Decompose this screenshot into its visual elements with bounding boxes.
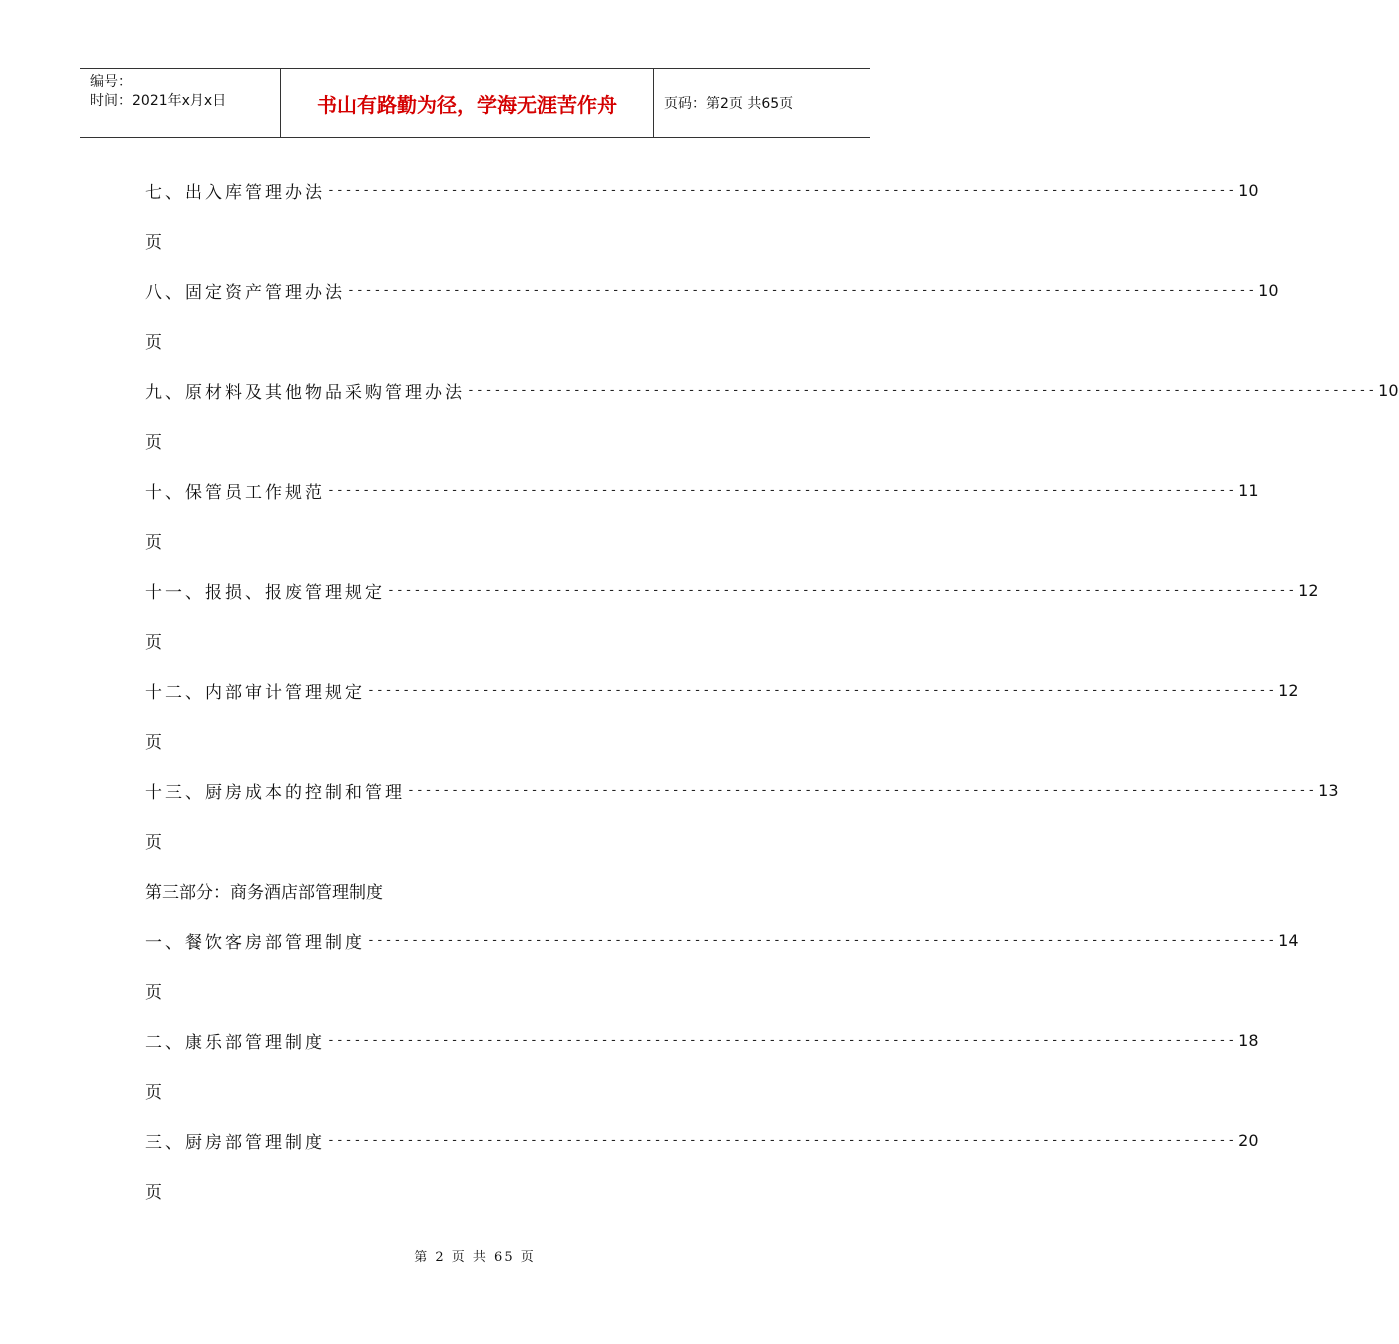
toc-entry[interactable]: [145, 1015, 1259, 1065]
toc-page-word: 页: [145, 1182, 162, 1203]
toc-section-title[interactable]: 第三部分：商务酒店部管理制度: [145, 882, 383, 903]
header-page-info: 页码：第2页 共65页: [664, 96, 794, 112]
toc-entry-page: 20: [1238, 1130, 1259, 1150]
toc-page-word: 页: [145, 982, 162, 1003]
toc-entry-page: 10: [1378, 380, 1399, 400]
toc-entry-label: 十、保管员工作规范: [145, 482, 325, 503]
toc-entry-page: 10: [1238, 180, 1259, 200]
toc-page-word: 页: [145, 432, 162, 453]
page-header: [80, 68, 870, 138]
toc-entry[interactable]: [145, 665, 1299, 715]
header-meta: [80, 69, 280, 137]
toc-entry-label: 十三、厨房成本的控制和管理: [145, 782, 405, 803]
toc-entry-page: 11: [1238, 480, 1259, 500]
toc-entry-label: 十一、报损、报废管理规定: [145, 582, 385, 603]
toc-entry[interactable]: [145, 915, 1299, 965]
toc-leader: -------------------------------------------------------------------------------------------------------: [347, 282, 1257, 298]
toc-leader: -------------------------------------------------------------------------------------------------------: [387, 582, 1297, 598]
toc-entry-page: 10: [1258, 280, 1279, 300]
toc-entry[interactable]: [145, 165, 1259, 215]
toc-entry-page: 18: [1238, 1030, 1259, 1050]
toc-page-word: 页: [145, 332, 162, 353]
serial-label: 编号：: [90, 74, 132, 90]
toc-leader: -------------------------------------------------------------------------------------------------------: [367, 682, 1277, 698]
toc-leader: -------------------------------------------------------------------------------------------------------: [367, 932, 1277, 948]
toc-entry[interactable]: [145, 765, 1339, 815]
toc-leader: -------------------------------------------------------------------------------------------------------: [327, 182, 1237, 198]
table-of-contents: [145, 165, 1399, 1215]
toc-entry-label: 二、康乐部管理制度: [145, 1032, 325, 1053]
toc-entry[interactable]: [145, 265, 1279, 315]
toc-entry-label: 三、厨房部管理制度: [145, 1132, 325, 1153]
toc-entry[interactable]: [145, 565, 1319, 615]
toc-page-word: 页: [145, 832, 162, 853]
toc-entry[interactable]: [145, 365, 1399, 415]
toc-page-word: 页: [145, 532, 162, 553]
toc-entry[interactable]: [145, 1115, 1259, 1165]
toc-leader: -------------------------------------------------------------------------------------------------------: [327, 1032, 1237, 1048]
toc-page-word: 页: [145, 232, 162, 253]
toc-entry-page: 12: [1278, 680, 1299, 700]
toc-entry-label: 十二、内部审计管理规定: [145, 682, 365, 703]
toc-page-word: 页: [145, 1082, 162, 1103]
toc-entry-page: 14: [1278, 930, 1299, 950]
toc-leader: -------------------------------------------------------------------------------------------------------: [327, 1132, 1237, 1148]
time-label: 时间：2021年x月x日: [90, 93, 227, 109]
toc-entry-label: 九、原材料及其他物品采购管理办法: [145, 382, 465, 403]
toc-leader: -------------------------------------------------------------------------------------------------------: [327, 482, 1237, 498]
toc-entry-page: 13: [1318, 780, 1339, 800]
toc-entry-label: 七、出入库管理办法: [145, 182, 325, 203]
toc-leader: -------------------------------------------------------------------------------------------------------: [407, 782, 1317, 798]
page-footer: 第 2 页 共 65 页: [414, 1250, 536, 1265]
toc-page-word: 页: [145, 632, 162, 653]
toc-leader: -------------------------------------------------------------------------------------------------------: [467, 382, 1377, 398]
toc-entry-label: 八、固定资产管理办法: [145, 282, 345, 303]
toc-entry[interactable]: [145, 465, 1259, 515]
toc-entry-page: 12: [1298, 580, 1319, 600]
toc-entry-label: 一、餐饮客房部管理制度: [145, 932, 365, 953]
toc-page-word: 页: [145, 732, 162, 753]
header-motto: 书山有路勤为径，学海无涯苦作舟: [280, 69, 654, 137]
